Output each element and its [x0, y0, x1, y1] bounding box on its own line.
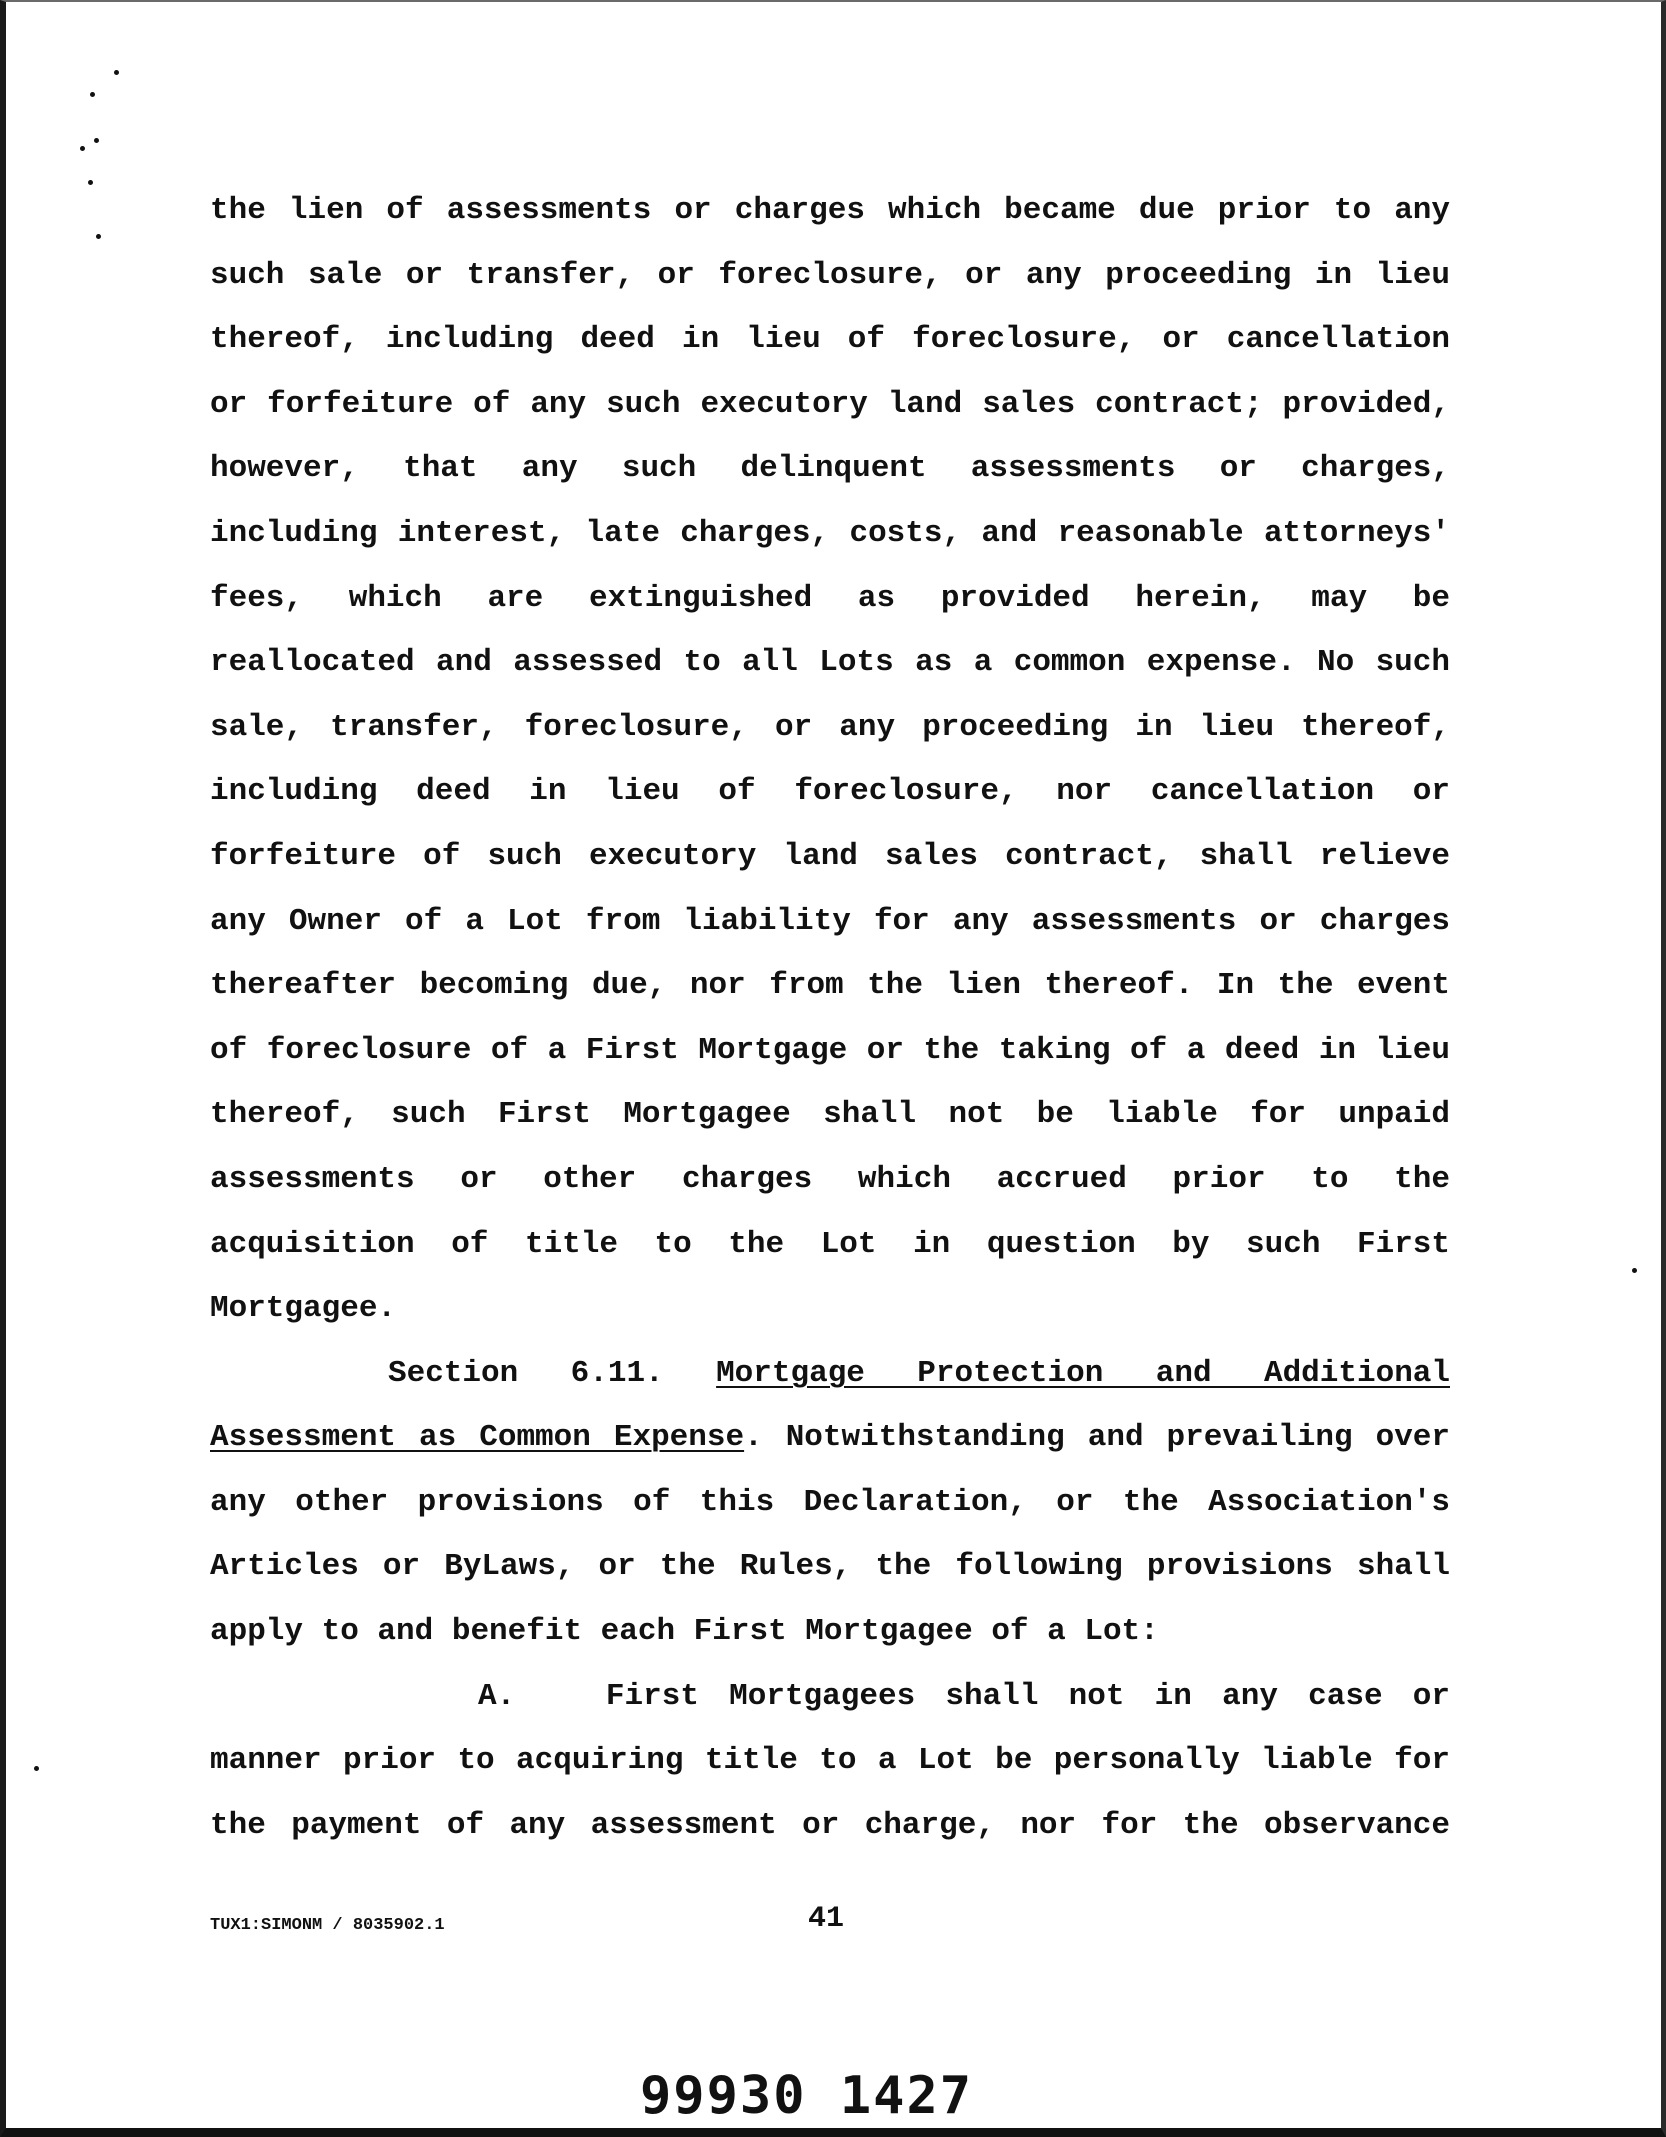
body-line: any Owner of a Lot from liability for any assessments or charges	[210, 903, 1450, 939]
document-body	[210, 186, 1450, 1865]
body-line: or forfeiture of any such executory land sales contract; provided,	[210, 386, 1450, 422]
body-line: apply to and benefit each First Mortgagee of a Lot:	[210, 1614, 1159, 1650]
body-line: however, that any such delinquent assessments or charges,	[210, 451, 1450, 487]
section-text: . Notwithstanding and prevailing over	[744, 1420, 1450, 1456]
scan-speck	[88, 180, 93, 185]
body-line: including interest, late charges, costs, and reasonable attorneys'	[210, 515, 1450, 551]
body-line: of foreclosure of a First Mortgage or the taking of a deed in lieu	[210, 1032, 1450, 1068]
item-a-line	[210, 1672, 1450, 1737]
body-line: forfeiture of such executory land sales contract, shall relieve	[210, 838, 1450, 874]
body-line: assessments or other charges which accrued prior to the	[210, 1161, 1450, 1197]
body-line: including deed in lieu of foreclosure, nor cancellation or	[210, 774, 1450, 810]
section-title-part-1: Mortgage Protection and Additional	[716, 1355, 1450, 1391]
body-line: any other provisions of this Declaration, or the Association's	[210, 1484, 1450, 1520]
body-line: such sale or transfer, or foreclosure, or any proceeding in lieu	[210, 257, 1450, 293]
scan-speck	[96, 234, 101, 239]
body-line: Mortgagee.	[210, 1291, 397, 1327]
scan-speck	[90, 92, 95, 97]
scan-speck	[1632, 1268, 1637, 1273]
body-line: manner prior to acquiring title to a Lot be personally liable for	[210, 1743, 1450, 1779]
scan-speck	[80, 146, 85, 151]
item-text: First Mortgagees shall not in any case or	[605, 1678, 1450, 1714]
body-line: thereof, including deed in lieu of foreclosure, or cancellation	[210, 322, 1450, 358]
body-line: sale, transfer, foreclosure, or any proceeding in lieu thereof,	[210, 709, 1450, 745]
recording-stamp: 99930 1427	[640, 2066, 974, 2126]
section-label: Section 6.11.	[388, 1355, 664, 1391]
item-marker: A.	[478, 1678, 516, 1714]
body-line: fees, which are extinguished as provided herein, may be	[210, 580, 1450, 616]
section-title-part-2: Assessment as Common Expense	[210, 1420, 745, 1456]
page-number: 41	[808, 1902, 845, 1936]
body-line: Articles or ByLaws, or the Rules, the following provisions shall	[210, 1549, 1450, 1585]
document-code: TUX1:SIMONM / 8035902.1	[210, 1916, 445, 1935]
body-line: thereof, such First Mortgagee shall not be liable for unpaid	[210, 1097, 1450, 1133]
body-line: reallocated and assessed to all Lots as a common expense. No such	[210, 645, 1450, 681]
scan-speck	[34, 1766, 39, 1771]
body-line: the payment of any assessment or charge, nor for the observance	[210, 1807, 1450, 1843]
scan-speck	[94, 138, 99, 143]
section-heading-line	[210, 1349, 1450, 1414]
scan-speck	[114, 70, 119, 75]
body-line: thereafter becoming due, nor from the lien thereof. In the event	[210, 968, 1450, 1004]
body-line: acquisition of title to the Lot in question by such First	[210, 1226, 1450, 1262]
body-line: the lien of assessments or charges which became due prior to any	[210, 193, 1450, 228]
section-heading-line-2	[210, 1413, 1450, 1478]
